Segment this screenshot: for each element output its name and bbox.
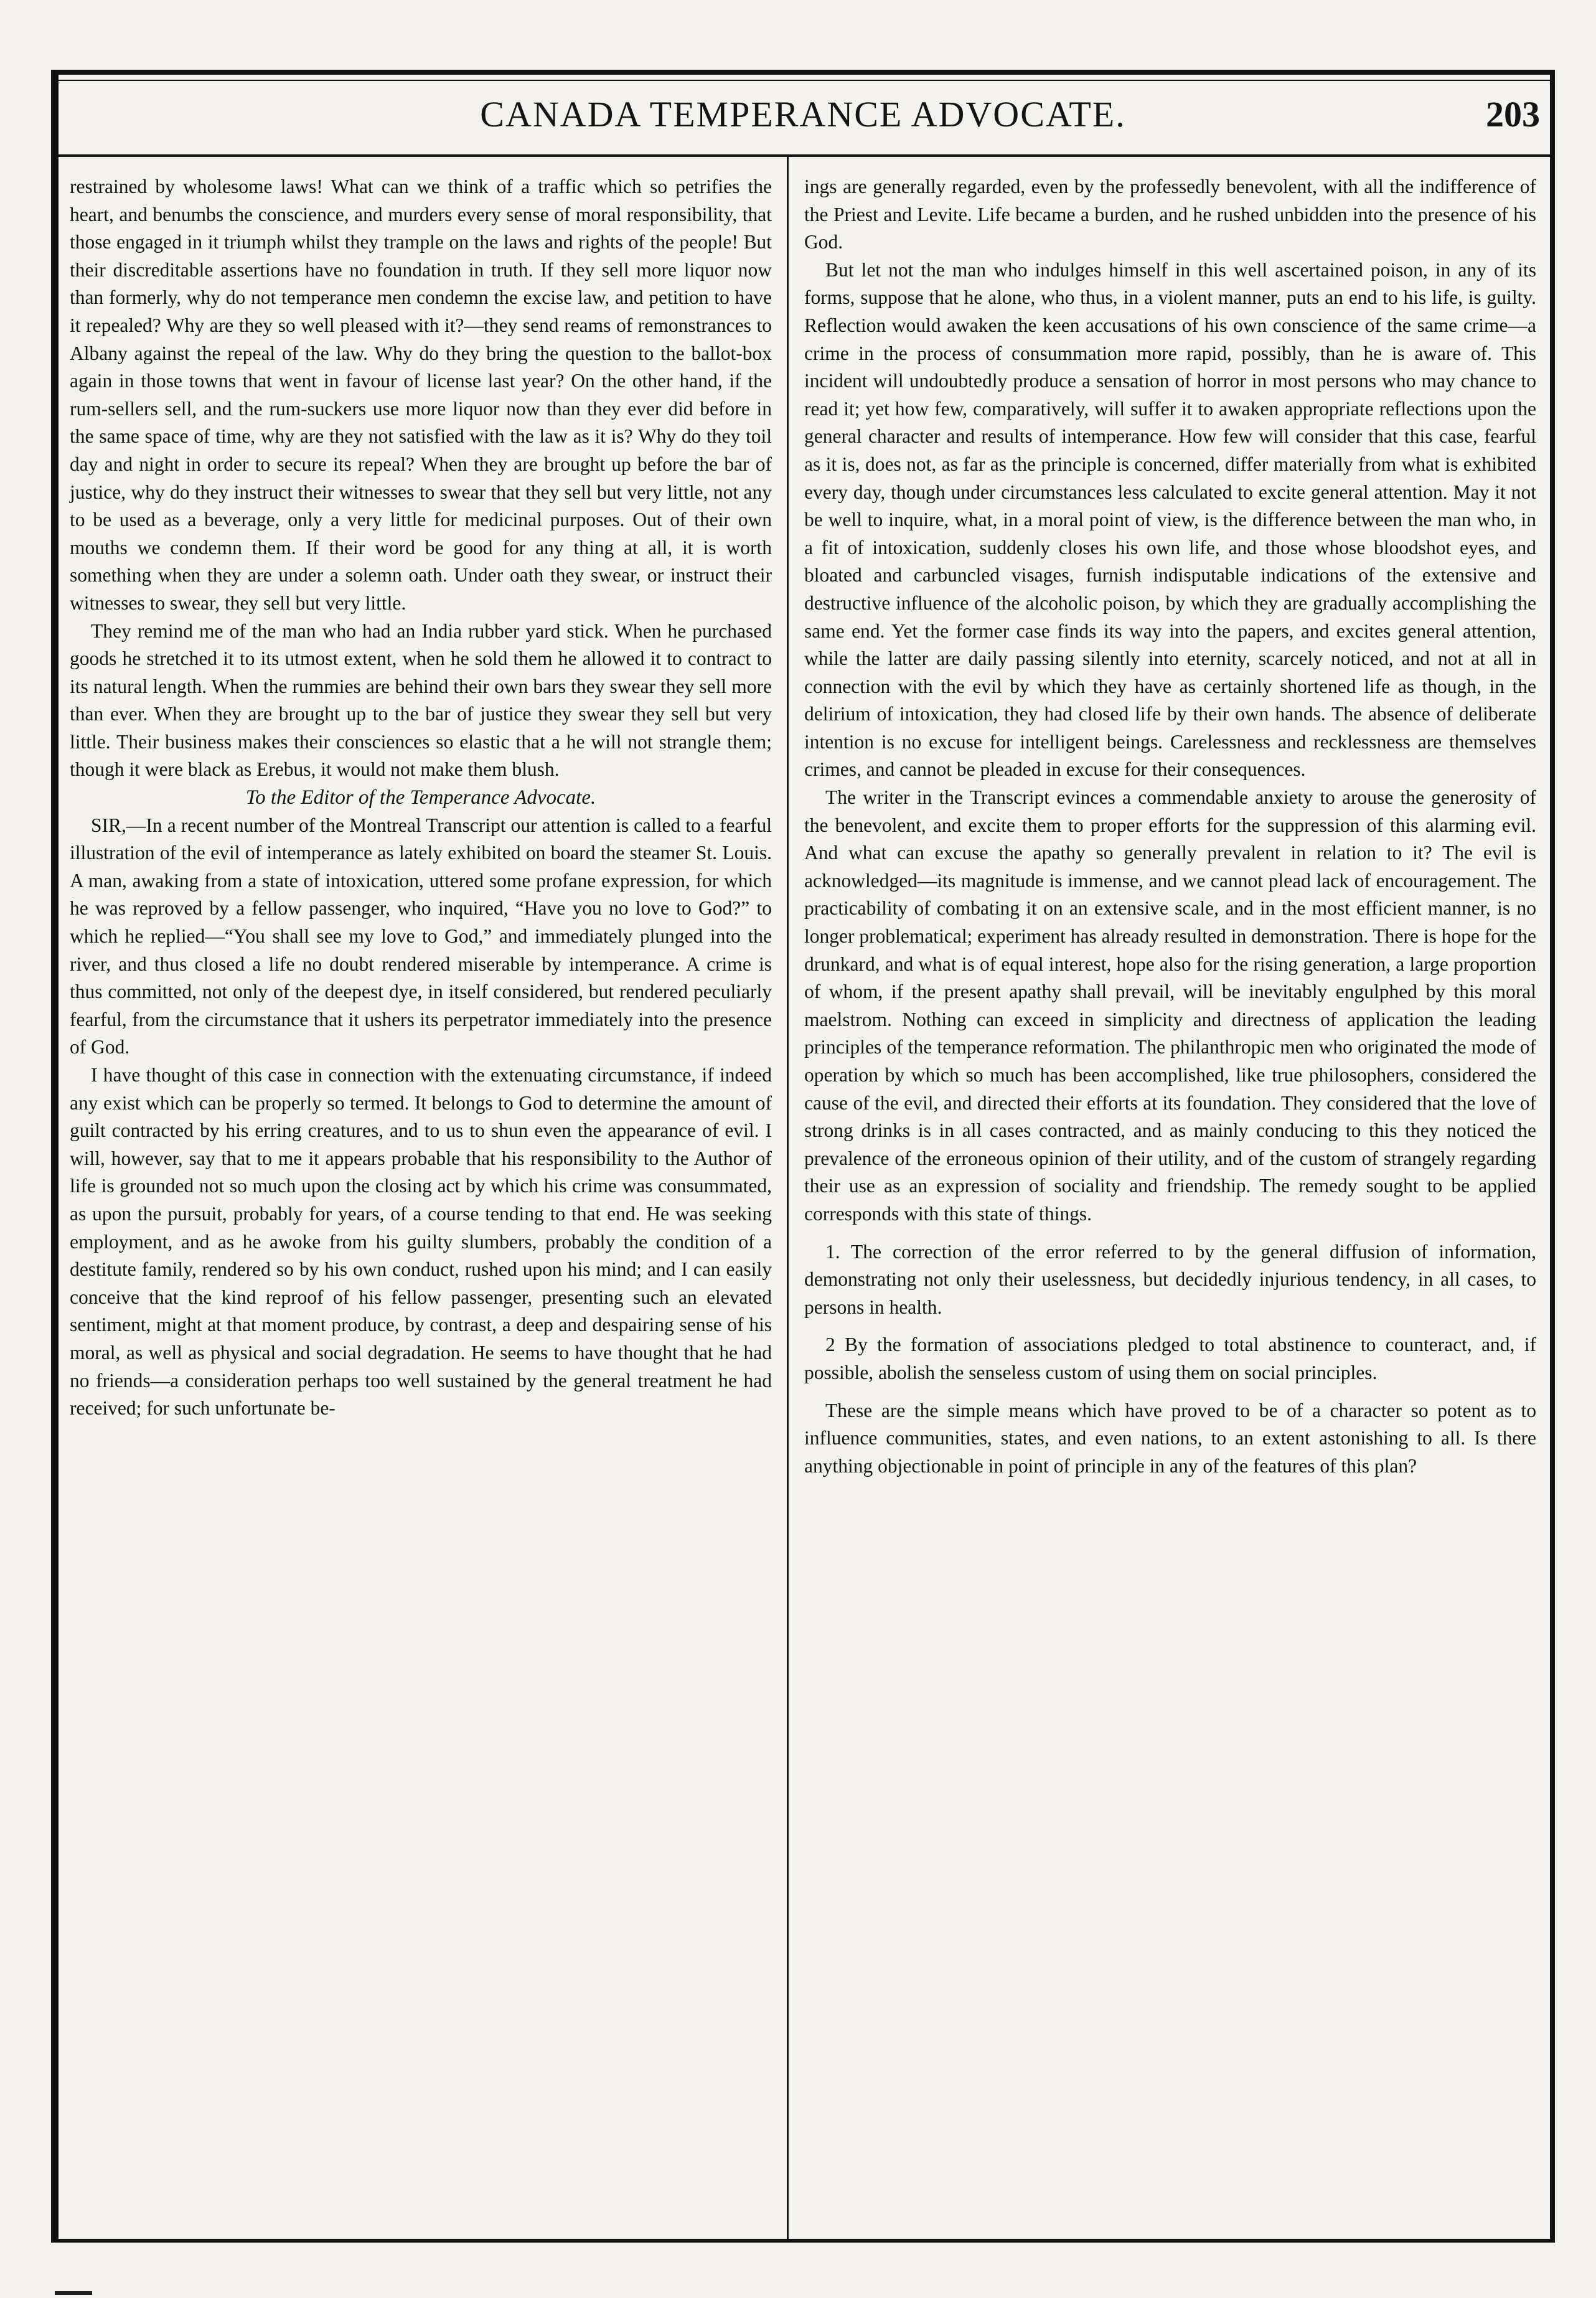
letter-paragraph: These are the simple means which have proved to be of a character so potent as to influence communities, states, and even nations, to an extent astonishing to all. Is there anything objectionable in point of principle in any of the features of this plan? [804, 1399, 1536, 1477]
letter-paragraph: But let not the man who indulges himself in this well ascertained poison, in any of its forms, suppose that he alone, who thus, in a violent manner, puts an end to his life, is guilty. Reflection would awaken the keen accusations of his own conscience of the same crime—a crime in the process of consummation more rapid, possibly, than he is aware of. This incident will undoubtedly produce a sensation of horror in most persons who may chance to read it; yet how few, comparatively, will suffer it to awaken appropriate reflections upon the general character and results of intemperance. How few will consider that this case, fearful as it is, does not, as far as the principle is concerned, differ materially from what is exhibited every day, though under circumstances less calculated to excite general attention. May it not be well to inquire, what, in a moral point of view, is the difference between the man who, in a fit of intoxication, suddenly closes his own life, and those whose bloodshot eyes, and bloated and carbuncled visages, furnish indisputable indications of the extensive and destructive influence of the alcoholic poison, by which they are gradually accomplishing the same end. Yet the former case finds its way into the papers, and excites general attention, while the latter are daily passing silently into eternity, scarcely noticed, and not at all in connection with the evil by which they have as certainly shortened life as though, in the delirium of intoxication, they had closed life by their own hands. The absence of deliberate intention is no excuse for intelligent beings. Carelessness and recklessness are themselves crimes, and cannot be pleaded in excuse for their consequences. [804, 258, 1536, 781]
article-paragraph: restrained by wholesome laws! What can we think of a traffic which so petrifies the heart, and benumbs the conscience, and murders every sense of moral responsibility, that those engaged in it triumph whilst they trample on the laws and rights of the people! But their discreditable assertions have no foundation in truth. If they sell more liquor now than formerly, why do not temperance men condemn the excise law, and petition to have it repealed? Why are they so well pleased with it?—they send reams of remonstrances to Albany against the repeal of the law. Why do they bring the question to the ballot-box again in those towns that went in favour of license last year? On the other hand, if the rum-sellers sell, and the rum-suckers use more liquor now than they ever did before in the same space of time, why are they not satisfied with the law as it is? Why do they toil day and night in order to secure its repeal? When they are brought up before the bar of justice, why do they instruct their witnesses to swear that they sell but very little, not any to be used as a beverage, only a very little for medicinal purposes. Out of their own mouths we condemn them. If their word be good for any thing at all, it is worth something when they are under a solemn oath. Under oath they swear, or instruct their witnesses to swear, they sell but very little. [70, 176, 772, 614]
letter-heading: To the Editor of the Temperance Advocate. [245, 786, 596, 809]
paragraph-gap [804, 1228, 1536, 1238]
column-divider [787, 157, 789, 2239]
bottom-border-rule [51, 2239, 1555, 2243]
left-border-rule [51, 70, 59, 2243]
letter-paragraph: SIR,—In a recent number of the Montreal Transcript our attention is called to a fearful illustration of the evil of intemperance as lately exhibited on board the steamer St. Louis. A man, awaking from a state of intoxication, uttered some profane expression, for which he was reproved by a fellow passenger, who inquired, “Have you no love to God?” to which he replied—“You shall see my love to God,” and immediately plunged into the river, and thus closed a life no doubt rendered miserable by intemperance. A crime is thus committed, not only of the deepest dye, in itself considered, but rendered peculiarly fearful, from the circumstance that it ushers its perpetrator immediately into the presence of God. [70, 814, 772, 1058]
bottom-edge-mark [55, 2291, 92, 2295]
letter-paragraph: ings are generally regarded, even by the professedly benevolent, with all the indifference of the Priest and Levite. Life became a burden, and he rushed unbidden into the presence of his God. [804, 176, 1536, 253]
top-border-thin-rule [51, 80, 1555, 81]
header-rule [51, 154, 1555, 157]
right-column [804, 173, 1536, 1480]
article-paragraph: They remind me of the man who had an India rubber yard stick. When he purchased goods he stretched it to its utmost extent, when he sold them he allowed it to contract to its natural length. When the rummies are behind their own bars they swear they sell more than ever. When they are brought up to the bar of justice they swear they sell but very little. Their business makes their consciences so elastic that a he will not strangle them; though it were black as Erebus, it would not make them blush. [70, 619, 772, 781]
left-column [70, 173, 772, 1423]
letter-paragraph: I have thought of this case in connection with the extenuating circumstance, if indeed any exist which can be properly so termed. It belongs to God to determine the amount of guilt contracted by his erring creatures, and to us to shun even the appearance of evil. I will, however, say that to me it appears probable that his responsibility to the Author of life is grounded not so much upon the closing act by which his crime was consummated, as upon the pursuit, probably for years, of a course tending to that end. He was seeking employment, and as he awoke from his guilty slumbers, probably the condition of a destitute family, rendered so by his own conduct, rushed upon his mind; and I can easily conceive that the kind reproof of his fellow passenger, presenting such an elevated sentiment, might at that moment produce, by contrast, a deep and despairing sense of his moral, as well as physical and social degradation. He seems to have thought that he had no friends—a consideration perhaps too well sustained by the general treatment he had received; for such unfortunate be- [70, 1064, 772, 1420]
page-number: 203 [1486, 94, 1540, 134]
right-border-rule [1550, 70, 1555, 2243]
top-border-rule [51, 70, 1555, 75]
page-header-title: CANADA TEMPERANCE ADVOCATE. [480, 94, 1126, 134]
letter-paragraph: The writer in the Transcript evinces a commendable anxiety to arouse the generosity of the benevolent, and excite them to proper efforts for the suppression of this alarming evil. And what can excuse the apathy so generally prevalent in relation to it? The evil is acknowledged—its magnitude is immense, and we cannot plead lack of encouragement. The practicability of combating it on an extensive scale, and in the most efficient manner, is no longer problematical; experiment has already resulted in demonstration. There is hope for the drunkard, and what is of equal interest, hope also for the rising generation, a large proportion of whom, if the present apathy shall prevail, will be inevitably engulphed by this moral maelstrom. Nothing can exceed in simplicity and directness of application the leading principles of the temperance reformation. The philanthropic men who originated the mode of operation by which so much has been accomplished, like true philosophers, considered the cause of the evil, and directed their efforts at its foundation. They considered that the love of strong drinks is in all cases contracted, and as mainly conducing to this they noticed the prevalence of the erroneous opinion of their utility, and of the custom of strangely regarding their use as an expression of sociality and friendship. The remedy sought to be applied corresponds with this state of things. [804, 786, 1536, 1225]
numbered-point: 1. The correction of the error referred to by the general diffusion of information, demonstrating not only their uselessness, but decidedly injurious tendency, in all cases, to persons in health. [804, 1240, 1536, 1318]
numbered-point: 2 By the formation of associations pledged to total abstinence to counteract, and, if possible, abolish the senseless custom of using them on social principles. [804, 1334, 1536, 1383]
paragraph-gap [804, 1387, 1536, 1397]
paragraph-gap [804, 1321, 1536, 1331]
